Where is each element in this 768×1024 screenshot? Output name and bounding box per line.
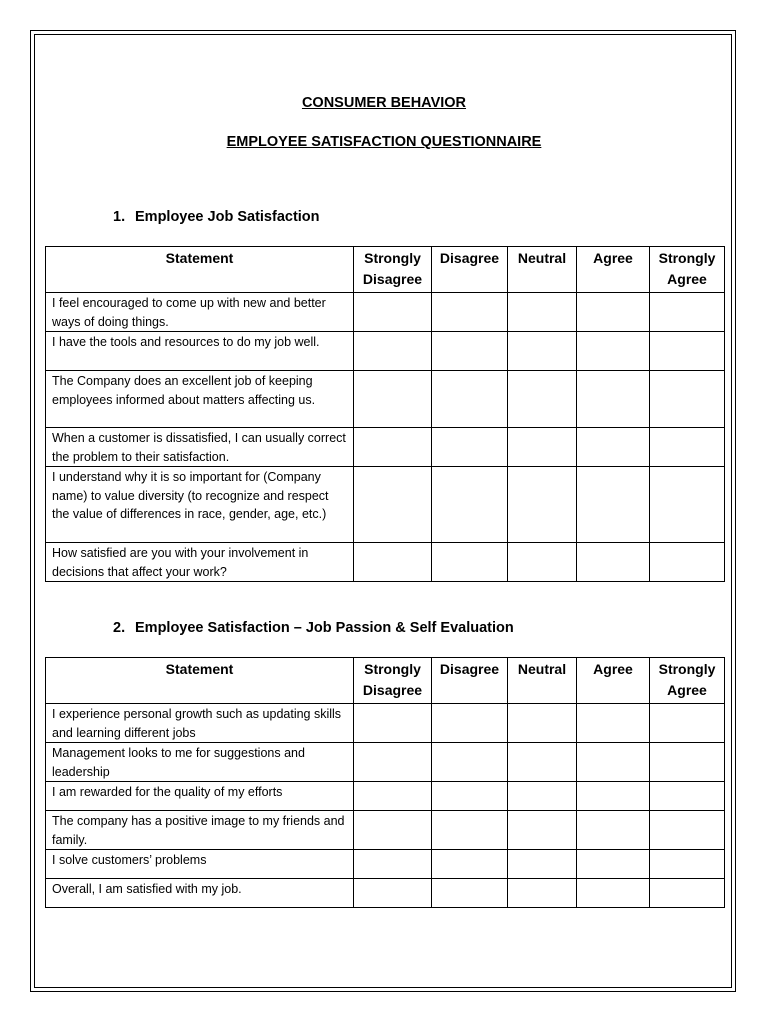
table-header-row — [46, 658, 725, 704]
statement-cell: I am rewarded for the quality of my efforts — [46, 782, 354, 811]
section-1-title: Employee Job Satisfaction — [135, 209, 320, 225]
response-cell-strongly-agree[interactable] — [650, 811, 725, 850]
response-cell-disagree[interactable] — [432, 428, 508, 467]
response-cell-strongly-disagree[interactable] — [354, 811, 432, 850]
column-header-neutral: Neutral — [508, 658, 577, 704]
response-cell-strongly-agree[interactable] — [650, 293, 725, 332]
response-cell-strongly-agree[interactable] — [650, 850, 725, 879]
response-cell-strongly-disagree[interactable] — [354, 743, 432, 782]
response-cell-neutral[interactable] — [508, 704, 577, 743]
response-cell-disagree[interactable] — [432, 371, 508, 428]
response-cell-strongly-disagree[interactable] — [354, 850, 432, 879]
table-row — [46, 293, 725, 332]
statement-cell: The company has a positive image to my friends and family. — [46, 811, 354, 850]
column-header-agree: Agree — [577, 658, 650, 704]
section-2-table — [45, 657, 725, 908]
statement-cell: I experience personal growth such as updating skills and learning different jobs — [46, 704, 354, 743]
response-cell-agree[interactable] — [577, 850, 650, 879]
table-header-row — [46, 247, 725, 293]
response-cell-agree[interactable] — [577, 879, 650, 908]
column-header-statement: Statement — [46, 247, 354, 293]
section-2-number: 2. — [113, 620, 126, 636]
response-cell-disagree[interactable] — [432, 543, 508, 582]
document-title: CONSUMER BEHAVIOR — [301, 95, 467, 111]
response-cell-strongly-agree[interactable] — [650, 467, 725, 543]
statement-cell: When a customer is dissatisfied, I can usually correct the problem to their satisfaction. — [46, 428, 354, 467]
response-cell-strongly-disagree[interactable] — [354, 428, 432, 467]
response-cell-strongly-agree[interactable] — [650, 782, 725, 811]
column-header-disagree: Disagree — [432, 658, 508, 704]
response-cell-disagree[interactable] — [432, 467, 508, 543]
response-cell-strongly-agree[interactable] — [650, 332, 725, 371]
response-cell-agree[interactable] — [577, 743, 650, 782]
statement-cell: Management looks to me for suggestions and leadership — [46, 743, 354, 782]
response-cell-strongly-disagree[interactable] — [354, 543, 432, 582]
response-cell-strongly-disagree[interactable] — [354, 332, 432, 371]
statement-cell: I have the tools and resources to do my job well. — [46, 332, 354, 371]
response-cell-neutral[interactable] — [508, 428, 577, 467]
section-2-title: Employee Satisfaction – Job Passion & Self Evaluation — [135, 620, 514, 636]
response-cell-agree[interactable] — [577, 704, 650, 743]
statement-cell: Overall, I am satisfied with my job. — [46, 879, 354, 908]
response-cell-strongly-disagree[interactable] — [354, 704, 432, 743]
column-header-strongly-agree: Strongly Agree — [650, 247, 725, 293]
response-cell-agree[interactable] — [577, 811, 650, 850]
response-cell-agree[interactable] — [577, 293, 650, 332]
response-cell-strongly-agree[interactable] — [650, 428, 725, 467]
response-cell-neutral[interactable] — [508, 782, 577, 811]
response-cell-neutral[interactable] — [508, 371, 577, 428]
response-cell-neutral[interactable] — [508, 743, 577, 782]
document-subtitle: EMPLOYEE SATISFACTION QUESTIONNAIRE — [226, 134, 542, 150]
response-cell-neutral[interactable] — [508, 467, 577, 543]
column-header-agree: Agree — [577, 247, 650, 293]
table-row — [46, 543, 725, 582]
response-cell-strongly-disagree[interactable] — [354, 782, 432, 811]
column-header-strongly-disagree: Strongly Disagree — [354, 247, 432, 293]
table-row — [46, 332, 725, 371]
table-row — [46, 743, 725, 782]
response-cell-disagree[interactable] — [432, 293, 508, 332]
column-header-statement: Statement — [46, 658, 354, 704]
table-row — [46, 704, 725, 743]
response-cell-neutral[interactable] — [508, 811, 577, 850]
column-header-neutral: Neutral — [508, 247, 577, 293]
response-cell-neutral[interactable] — [508, 543, 577, 582]
section-1-number: 1. — [113, 209, 126, 225]
response-cell-strongly-disagree[interactable] — [354, 371, 432, 428]
response-cell-disagree[interactable] — [432, 332, 508, 371]
column-header-strongly-agree: Strongly Agree — [650, 658, 725, 704]
response-cell-strongly-disagree[interactable] — [354, 467, 432, 543]
response-cell-neutral[interactable] — [508, 850, 577, 879]
table-row — [46, 811, 725, 850]
table-row — [46, 371, 725, 428]
section-2-heading — [113, 620, 514, 636]
response-cell-agree[interactable] — [577, 467, 650, 543]
response-cell-strongly-disagree[interactable] — [354, 879, 432, 908]
response-cell-strongly-agree[interactable] — [650, 371, 725, 428]
response-cell-disagree[interactable] — [432, 811, 508, 850]
column-header-strongly-disagree: Strongly Disagree — [354, 658, 432, 704]
section-1-heading — [113, 209, 320, 225]
statement-cell: I solve customers’ problems — [46, 850, 354, 879]
response-cell-disagree[interactable] — [432, 850, 508, 879]
response-cell-neutral[interactable] — [508, 293, 577, 332]
response-cell-agree[interactable] — [577, 371, 650, 428]
response-cell-agree[interactable] — [577, 543, 650, 582]
response-cell-disagree[interactable] — [432, 704, 508, 743]
response-cell-agree[interactable] — [577, 428, 650, 467]
table-row — [46, 428, 725, 467]
response-cell-strongly-agree[interactable] — [650, 743, 725, 782]
response-cell-neutral[interactable] — [508, 879, 577, 908]
response-cell-neutral[interactable] — [508, 332, 577, 371]
column-header-disagree: Disagree — [432, 247, 508, 293]
table-row — [46, 850, 725, 879]
statement-cell: How satisfied are you with your involvement in decisions that affect your work? — [46, 543, 354, 582]
statement-cell: I understand why it is so important for (Company name) to value diversity (to recognize and respect the value of differences in race, gender, age, etc.) — [46, 467, 354, 543]
table-row — [46, 879, 725, 908]
response-cell-disagree[interactable] — [432, 743, 508, 782]
response-cell-strongly-agree[interactable] — [650, 704, 725, 743]
statement-cell: The Company does an excellent job of keeping employees informed about matters affecting us. — [46, 371, 354, 428]
table-row — [46, 467, 725, 543]
response-cell-strongly-disagree[interactable] — [354, 293, 432, 332]
section-1-table — [45, 246, 725, 582]
table-row — [46, 782, 725, 811]
response-cell-disagree[interactable] — [432, 879, 508, 908]
response-cell-agree[interactable] — [577, 332, 650, 371]
response-cell-agree[interactable] — [577, 782, 650, 811]
response-cell-strongly-agree[interactable] — [650, 543, 725, 582]
response-cell-disagree[interactable] — [432, 782, 508, 811]
statement-cell: I feel encouraged to come up with new and better ways of doing things. — [46, 293, 354, 332]
response-cell-strongly-agree[interactable] — [650, 879, 725, 908]
